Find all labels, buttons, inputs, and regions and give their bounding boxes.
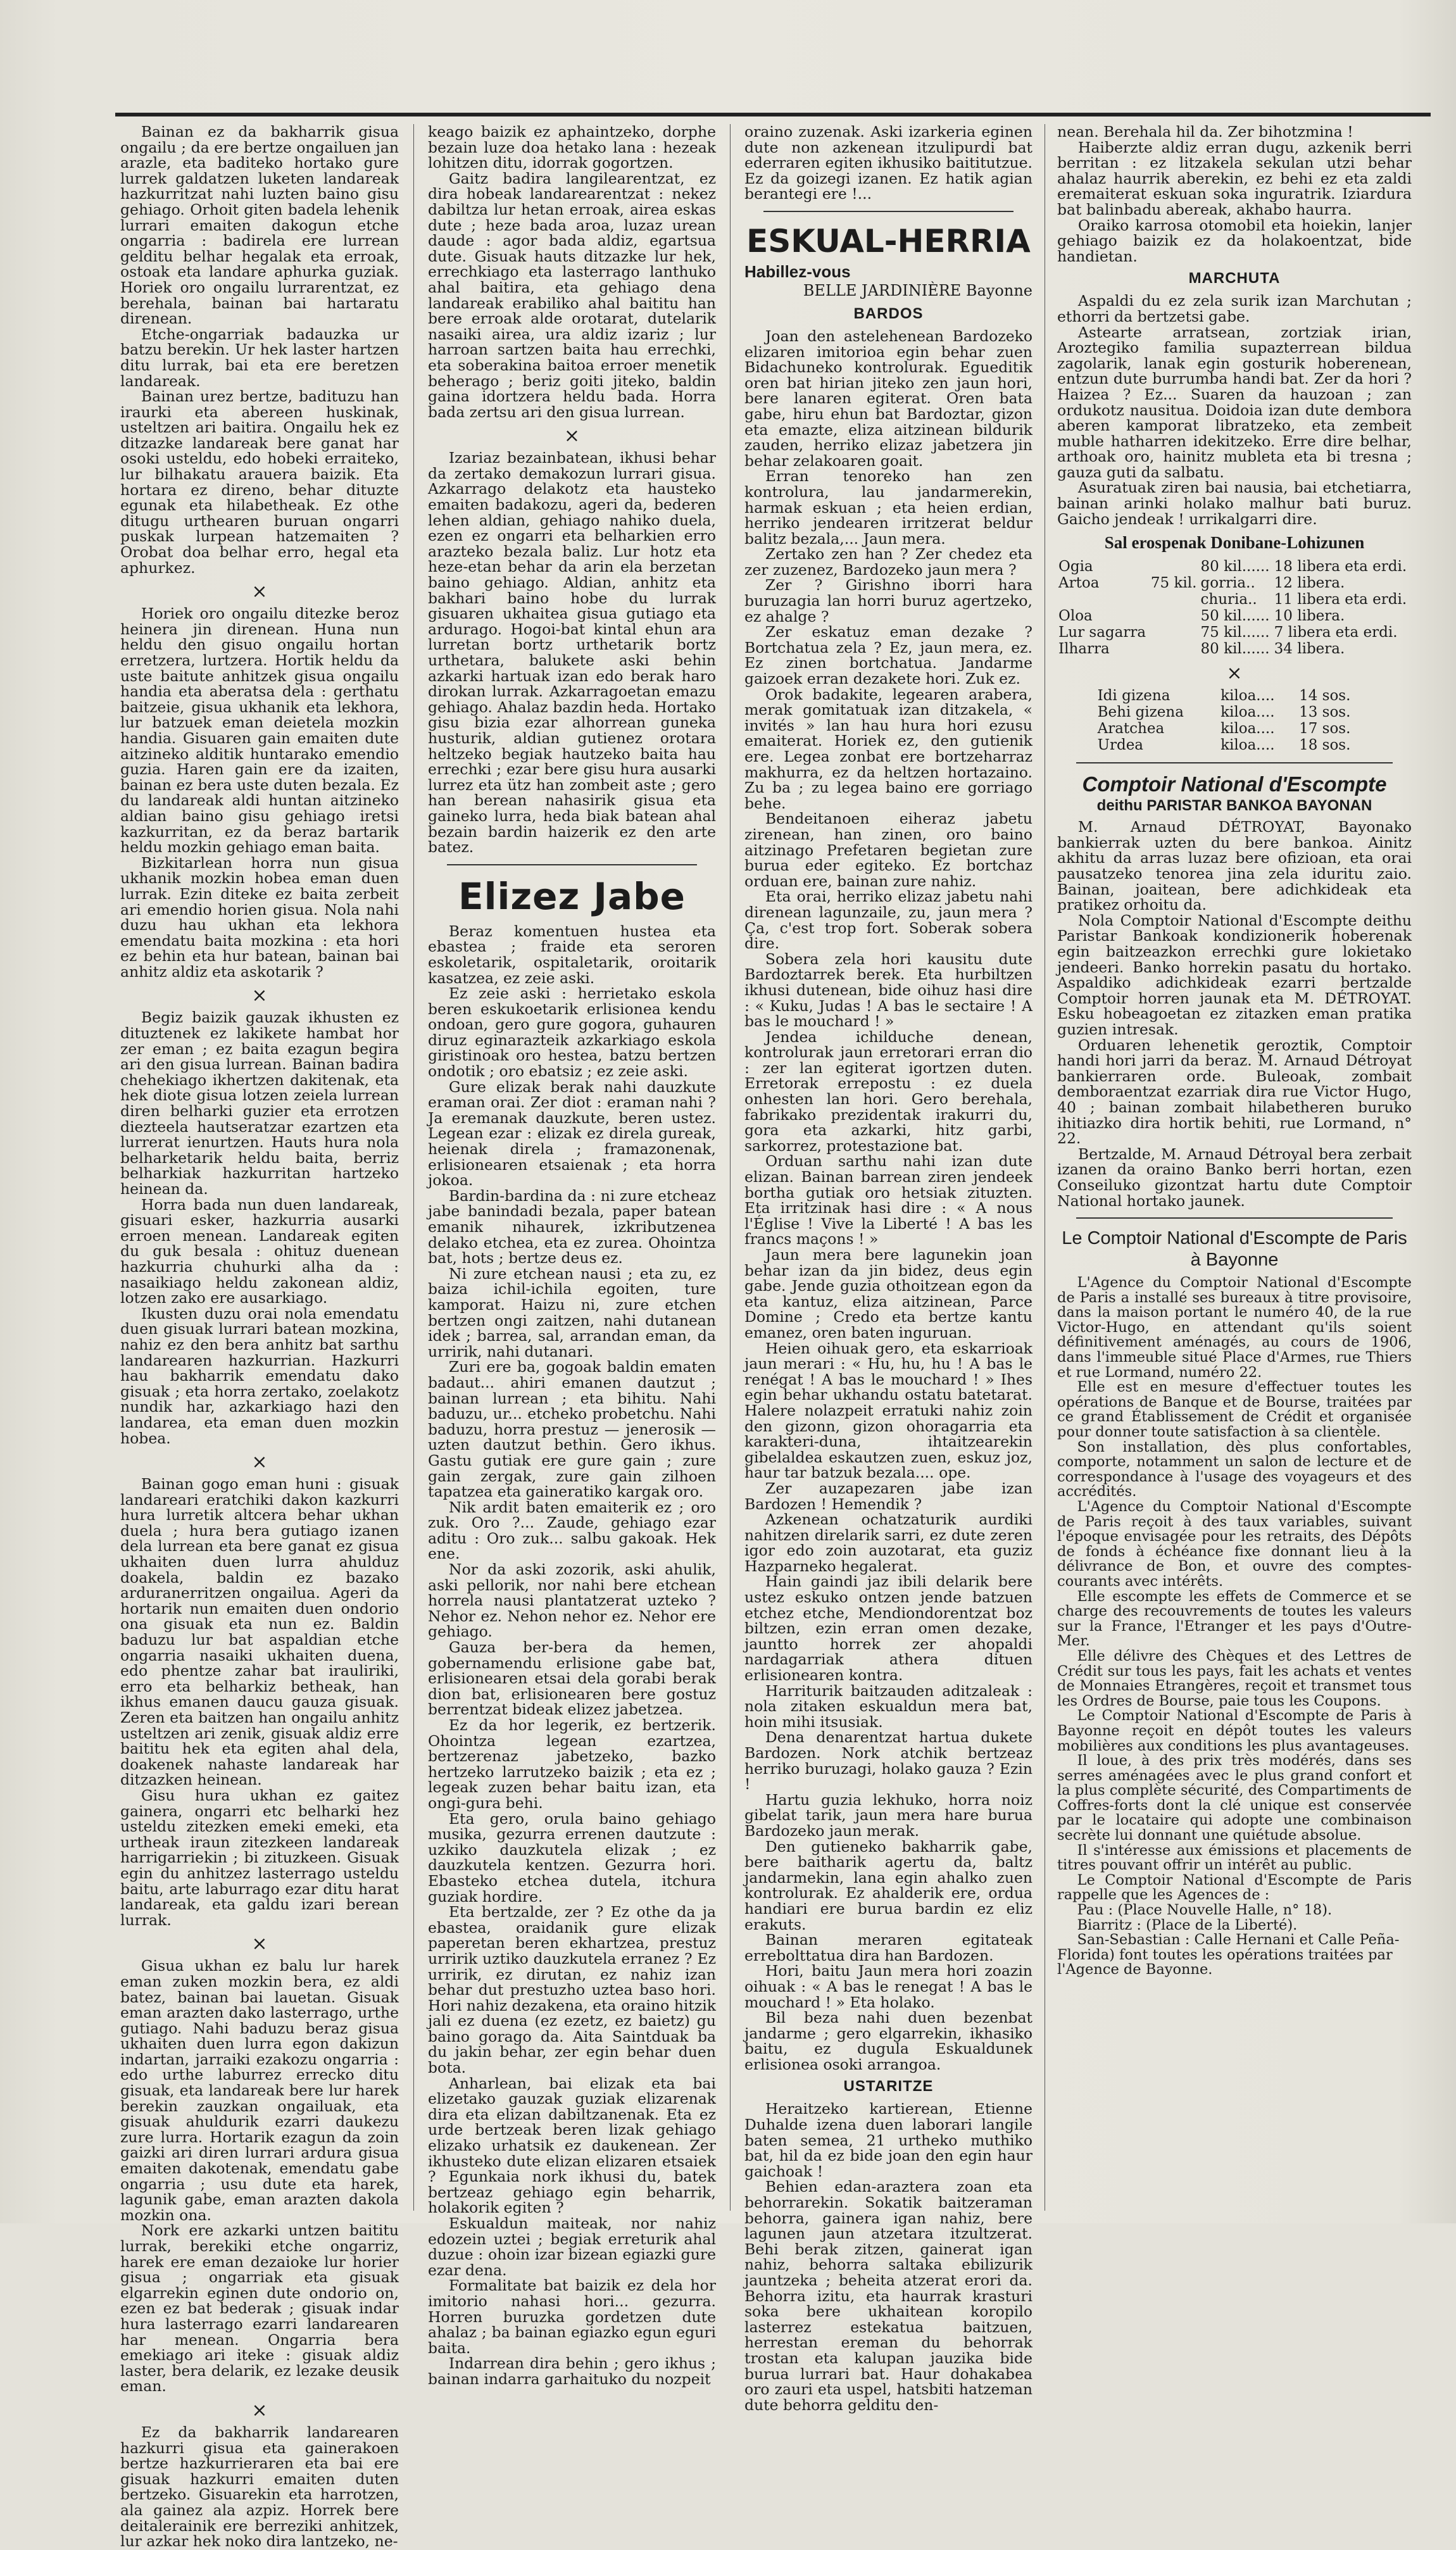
market-prices-table xyxy=(1057,558,1412,657)
paragraph: Horiek oro ongailu ditezke beroz heinera jin direnean. Huna nun heldu den gisuo ongailu hortan erretzera, lurtzera. Hortik heldu da uste baitute anhitzek gisua ongailu handia eta aberatsa dela : gerthatu baitzeie, gisua ukhanik eta lekhora, lur batzuek eman deietela mozkin handia. Gisuaren gain emaiten dute aitzineko alditik huntarako emendio guzia. Haren gain ere da izaiten, bainan ez bera uste duten bezala. Ez du landareak aldi huntan aitzineko aldian baino gisu gehiago iretsi kazkurritan, ez da beraz bartarik heldu mozkin gehiago eman baita. xyxy=(120,605,399,857)
paragraph: Gisu hura ukhan ez gaitez gainera, ongarri etc belharki hez usteldu zitezken emeki emeki, eta urtheak iraun zitezkeen landareak harrigarriekin ; bi zituzkeen. Gisuak egin du anhitzez lasterrago usteldu baitu, arte laburrago ezar ditu harat landareak, eta galdu izari berean lurrak. xyxy=(120,1786,399,1929)
paragraph: Son installation, dès plus confortables, comporte, notamment un salon de lecture et de correspondance à l'usage des voyageurs et des accrédités. xyxy=(1057,1438,1412,1500)
article-rule xyxy=(447,864,697,865)
paragraph: Zertako zen han ? Zer chedez eta zer zuzenez, Bardozeko jaun mera ? xyxy=(744,545,1032,579)
paragraph: Gure elizak berak nahi dauzkute eraman orai. Zer diot : eraman nahi ? Ja eremanak dauzkute, beren ustez. Legean ezar : elizak ez direla gureak, heienak direla ; framazonenak, erlisionearen etsaienak ; eta horra jokoa. xyxy=(428,1077,716,1190)
paragraph: Joan den astelehenean Bardozeko elizaren imitorioa egin behar zuen Bidachuneko kontrolurak. Egueditik oren bat hirian jiteko zen jaun hori, bere lanaren egiterat. Oren bata gabe, hiru ehun bat Bardoztar, gizon eta emazte, eliza aitzinean bildurik zauden, herriko elizaz jabetzera jin behar zelakoaren goait. xyxy=(744,327,1032,470)
paragraph: Eta bertzalde, zer ? Ez othe da ja ebastea, oraidanik gure elizak paperetan beren ekhartzea, prestuz urririk uztiko dauzkutela erranez ? Ez urririk, ez dirutan, ez nahiz izan behar dut prestuzho uztea baso hori. Hori nahiz dezakena, eta oraino hitzik jali ez duena (ez ezetz, ez baietz) gu baino gorago da. Aita Saintduak ba du jakin behar, zer egin behar duen bota. xyxy=(428,1903,716,2077)
paragraph: Elle escompte les effets de Commerce et se charge des recouvrements de toutes les valeurs sur la France, l'Etranger et les pays d'Outre-Mer. xyxy=(1057,1588,1412,1650)
article-rule xyxy=(763,211,1014,212)
paragraph: Begiz baizik gauzak ikhusten ez dituztenek ez lakikete hambat hor zer eman ; ez baita ezagun begira ari den gisua lurrean. Bainan badira chehekiago ikhertzen dakitenak, eta hek diote gisua lotzen zeiela lurrean diren belharki guzier eta errotzen diezteela hautseratzar ezartzen eta lurrerat ienurtzen. Hauts hura nola belharketarik heldu baita, berriz belharkiak hazkurritan hartzeko heinean da. xyxy=(120,1008,399,1198)
paragraph: Asuratuak ziren bai nausia, bai etchetiarra, bainan arinki holako malhur bati buruz. Gaicho jendeak ! urrikalgarri dire. xyxy=(1057,479,1412,528)
paragraph: Nor da aski zozorik, aski ahulik, aski pellorik, nor nahi bere etchean horrela nausi plantatzerat uzteko ? Nehor ez. Nehon nehor ez. Nehor ere gehiago. xyxy=(428,1561,716,1641)
section-separator: × xyxy=(563,425,581,448)
meat-prices-table xyxy=(1096,688,1373,753)
paragraph: Haiberzte aldiz erran dugu, azkenik berri berritan : ez litzakela sekulan utzi behar ahalaz haurrik aberekin, ez behi ez eta zaldi eremaiterat eskuan soka inguratrik. Iziardura bat balinbadu abereak, akhabo haurra. xyxy=(1057,138,1412,218)
market-prices-title: Sal erospenak Donibane-Lohizunen xyxy=(1104,533,1365,553)
price-row xyxy=(1096,737,1373,753)
paragraph: Den gutieneko bakharrik gabe, bere baitharik agertu da, baltz jandarmekin, lana egin ahalko zuen kontrolurak. Ez ahalderik ere, ordua handiari ere burua bardin ez eliz erakuts. xyxy=(744,1837,1032,1933)
section-separator: × xyxy=(251,1933,268,1956)
paragraph: Zuri ere ba, gogoak baldin ematen badaut... ahiri emanen dautzut ; bainan lurrean ; eta bihitu. Nahi baduzu, ur... etcheko probetchu. Nahi baduzu, horra prestuz — jenerosik — uzten dautzut bethin. Gero ikhus. Gastu gutiak ere gure gain ; zure gain zergak, zure gain zilhoen tapatzea eta gaineratiko kargak oro. xyxy=(428,1358,716,1501)
paragraph: Hori, baitu Jaun mera hori zoazin oihuak : « A bas le renegat ! A bas le mouchard ! » Eta holako. xyxy=(744,1962,1032,2011)
paragraph: Ni zure etchean nausi ; eta zu, ez baiza ichil-ichila egoiten, ture kamporat. Haizu ni, zure etchen bertzen ongi zaitzen, nahi dutanean idek ; barrea, sal, arrandan eman, da urririk, nahi dutanari. xyxy=(428,1264,716,1360)
paragraph: Eskualdun maiteak, nor nahiz edozein uztei ; begiak erreturik ahal duzue : ohoin izar bizean egiazki gure ezar dena. xyxy=(428,2214,716,2279)
price-cell-mid xyxy=(1150,624,1200,641)
price-cell-unit: kiloa.... xyxy=(1221,720,1275,738)
paragraph: Il s'intéresse aux émissions et placements de titres pouvant offrir un intérêt au public. xyxy=(1057,1842,1412,1874)
paragraph: Elle est en mesure d'effectuer toutes les opérations de Banque et de Bourse, traitées par ce grand Établissement de Crédit et organisée pour donner toute satisfaction à sa clientèle. xyxy=(1057,1379,1412,1441)
paragraph: Bainan meraren egitateak errebolttatua dira han Bardozen. xyxy=(744,1931,1032,1964)
paragraph: Nola Comptoir National d'Escompte deithu Paristar Bankoak kondizionerik hoberenak egin baitzeazkon errechki gure lokietako jendeeri. Banko horrekin pasatu du hortako. Aspaldiko adichkideak ezarri bertzalde Comptoir horren jaunak eta M. DÉTROYAT. Esku hobeagoetan ez zitazken eman pratika guzien intresak. xyxy=(1057,911,1412,1038)
paragraph: Harriturik baitzauden aditzaleak : nola zitaken eskualdun mera bat, hoin mihi itsusiak. xyxy=(744,1681,1032,1731)
paragraph: Oraiko karrosa otomobil eta hoiekin, lanjer gehiago baizik ez da holakoentzat, bide handietan. xyxy=(1057,216,1412,265)
price-cell-name: Ogia xyxy=(1058,558,1093,575)
section-headline: ESKUAL-HERRIA xyxy=(746,222,1031,260)
paragraph: Horra bada nun duen landareak, gisuari esker, hazkurria ausarki erroen menean. Landareak egiten du guk besala : ohituz duenean hazkurria chuhurki alha da : nasaikiago heldu zakonean aldiz, lotzen zako ere ausarkiago. xyxy=(120,1195,399,1307)
price-cell-name: Lur sagarra xyxy=(1058,624,1146,641)
price-cell-name: Behi gizena xyxy=(1097,704,1184,721)
paragraph: Indarrean dira behin ; gero ikhus ; bainan indarra garhaituko du nozpeit xyxy=(428,2354,716,2388)
paragraph: Aspaldi du ez zela surik izan Marchutan ; ethorri da bertzetsi gabe. xyxy=(1057,292,1412,325)
price-row xyxy=(1057,591,1412,608)
ad-tagline: Habillez-vous xyxy=(744,261,851,281)
article-rule xyxy=(1076,762,1393,763)
paragraph: keago baizik ez aphaintzeko, dorphe bezain luze doa hetako lana : hezeak lohitzen ditu, idorrak gogortzen. xyxy=(428,123,716,172)
price-row xyxy=(1057,608,1412,624)
paragraph: Jaun mera bere lagunekin joan behar izan da jin bidez, deus egin gabe. Jende guzia othoitzean egon da eta kantuz, eliza aitzinean, Parce Domine ; Credo eta bertze kantu emanez, oren baten inguruan. xyxy=(744,1246,1032,1341)
paragraph: Le Comptoir National d'Escompte de Paris rappelle que les Agences de : xyxy=(1057,1871,1412,1904)
french-notice-title: Le Comptoir National d'Escompte de Paris à Bayonne xyxy=(1062,1228,1407,1271)
price-cell-price: 12 libera. xyxy=(1274,575,1345,592)
paragraph: Orduan sarthu nahi izan dute elizan. Bainan barrean ziren jendeek bortha gutiak oro hetsiak zituzten. Eta irritzinak hasi dire : « A nous l'Église ! Vive la Liberté ! A bas les francs maçons ! » xyxy=(744,1152,1032,1248)
column-divider xyxy=(413,124,414,2211)
price-cell-name: Idi gizena xyxy=(1097,688,1170,705)
paragraph: Ez da bakharrik landarearen hazkurri gisua eta gainerakoen bertze hazkurrieraren eta bai ere gisuak hazkurri emaiten duten bertzeko. Gisuarekin eta harrotzen, ala gainez ala azpiz. Horrek bere deitalerainik ere berreziki anhitzek, lur azkar hek noko dira lantzeko, ne- xyxy=(120,2423,399,2550)
price-cell-price: 18 libera eta erdi. xyxy=(1274,558,1407,575)
price-cell-name xyxy=(1057,591,1150,608)
paragraph: Nork ere azkarki untzen baititu lurrak, berekiki etche ongarriz, harek ere eman dezaioke lur horier gisua ; ongarriak eta gisuak elgarrekin eginen dute ondorio on, ezen ez bat bederak ; gisuak indar hura lasterrago ezarri landarearen har menean. Ongarria bera emekiago ari iteke : gisuak aldiz laster, bera delarik, ez lezake deusik eman. xyxy=(120,2221,399,2396)
price-row xyxy=(1057,558,1412,575)
paragraph: Elle délivre des Chèques et des Lettres de Crédit sur tous les pays, fait les achats et ventes de Monnaies Etrangères, reçoit et transmet tous les Ordres de Bourse, paie tous les Coupons. xyxy=(1057,1647,1412,1709)
paragraph: nean. Berehala hil da. Zer bihotzmina ! xyxy=(1057,123,1353,141)
paragraph: Bertzalde, M. Arnaud Détroyal bera zerbait izanen da oraino Banko berri hortan, ezen Conseiluko gizontzat hartu dute Comptoir National hortako jaunek. xyxy=(1057,1145,1412,1210)
price-cell-mid xyxy=(1150,558,1200,575)
paragraph: Erran tenoreko han zen kontrolura, lau jandarmerekin, harmak eskuan ; eta heien erdian, herriko jendearen irritzerat beldur balitz bezala,... Jaun mera. xyxy=(744,467,1032,548)
paragraph: Azkenean ochatzaturik aurdiki nahitzen direlarik sarri, ez dute zeren igor edo zoin auzotarat, eta guziz Hazparneko hegalerat. xyxy=(744,1511,1032,1575)
column-3 xyxy=(744,123,1032,2414)
section-separator: × xyxy=(251,2399,268,2421)
paragraph: Etche-ongarriak badauzka ur batzu berekin. Ur hek laster hartzen ditu lurrak, bai eta ere beretzen landareak. xyxy=(120,325,399,390)
paragraph: Nik ardit baten emaiterik ez ; oro zuk. Oro ?... Zaude, gehiago ezar aditu : Oro zuk... salbu gakoak. Hek ene. xyxy=(428,1498,716,1563)
paragraph: Il loue, à des prix très modérés, dans ses serres aménagées avec le plus grand confort et la plus complète sécurité, des Compartiments de Coffres-forts dont la clé unique est conservée par le locataire qui adopte une combinaison secrète lui donnant une quiétude absolue. xyxy=(1057,1752,1412,1844)
ad-subheadline: deithu PARISTAR BANKOA BAYONAN xyxy=(1096,797,1372,815)
paragraph: Jendea ichilduche denean, kontrolurak jaun erretorari erran dio : zer lan egiterat igortzen duten. Erretorak errepostu : ez duela onhesten lan hori. Gero berehala, fabrikako prezidentak irakurri du, gora eta azkarki, hitz garbi, sarkorrez, protestazione bat. xyxy=(744,1027,1032,1155)
section-separator: × xyxy=(1226,662,1243,685)
paragraph: Hain gaindi jaz ibili delarik bere ustez eskuko ontzen jende batzuen etchez etche, Mendiondorentzat boz biltzen, ezin erran omen dezake, jauntto horrek zer ahopaldi nardagarriak athera dituen erlisionearen kontra. xyxy=(744,1573,1032,1685)
paragraph: Zer auzapezaren jabe izan Bardozen ! Hemendik ? xyxy=(744,1479,1032,1513)
paragraph: Hartu guzia lekhuko, horra noiz gibelat tarik, jaun mera hare burua Bardozeko jaun merak. xyxy=(744,1790,1032,1840)
paragraph: Anharlean, bai elizak eta bai elizetako gauzak guziak elizarenak dira eta elizan dabiltzanenak. Eta ez urde bertzeak beren lizak gehiago elizako urhatsik ez daukenean. Zer ikhusteko dute elizan elizaren etsaiek ? Egunkaia nork ikhusi du, batek bertzeaz gehiago egin beharrik, holakorik egiten ? xyxy=(428,2074,716,2217)
price-row xyxy=(1057,641,1412,657)
column-divider xyxy=(730,124,731,2211)
price-cell-price: 11 libera eta erdi. xyxy=(1274,591,1407,608)
paragraph: Zer ? Girishno iborri hara buruzagia lan horri buruz agertzeko, ez ahalge ? xyxy=(744,576,1032,625)
paragraph: Sobera zela hori kausitu dute Bardoztarrek berek. Eta hurbiltzen ikhusi dutenean, bide oihuz hasi dire : « Kuku, Judas ! A bas le sectaire ! A bas le mouchard ! » xyxy=(744,950,1032,1031)
price-cell-price: 17 sos. xyxy=(1299,720,1351,738)
paragraph: Izariaz bezainbatean, ikhusi behar da zertako demakozun lurrari gisua. Azkarrago delakotz eta hausteko emaiten badakozu, ageri da, bederen lehen aldian, gehiago nahiko duela, ezen ez ongarri eta belharkien erro arazteko bezala baliz. Lur hotz eta heze-etan behar da arin ela berzetan baino gehiago. Aldian, anhitz eta bakhari baino hobe du lurrak gisuaren ukhaitea gisua gutiago eta ardurago. Hogoi-bat kintal ehun ara lurretan bortz urthetarik bortz urthetara, balukete aski behin azkarki hartuak izan edo berak haro dirokan lurrak. Azkarragoetan emazu gehiago. Ahalaz bazdin heda. Hortako gisu bizia ezar alhorrean guneka husturik, aldian gutienez orotara heltzeko begiak hautzeko baita hau errechki ; ezar bere gisu hura ausarki lurrez eta ütz han zombeit aste ; gero han berean nahasirik gisua eta gaineko lurra, heda biak batean ahal bezain bardin haizerik ez den arte batez. xyxy=(428,449,716,857)
price-cell-qty: 80 kil...... xyxy=(1200,558,1270,575)
town-heading: BARDOS xyxy=(853,305,924,322)
price-cell-price: 34 libera. xyxy=(1274,641,1345,658)
paragraph: Ikusten duzu orai nola emendatu duen gisuak lurrari batean mozkina, nahiz ez den bera anhitz bat sarthu landarearen hazkurrian. Hazkurri hau bakharrik emendatu dako gisuak ; eta horra zertako, zoelakotz nundik har, azkarkiago hazi den landarea, eta eman duen mozkin hobea. xyxy=(120,1304,399,1447)
price-row xyxy=(1057,624,1412,641)
paragraph: Gauza ber-bera da hemen, gobernamendu erlisione gabe bat, erlisionearen etsai dela gorabi berak dion bat, erlisionearen bere gostuz berrentzat bideak elizez jabetzea. xyxy=(428,1638,716,1719)
agency-address: Pau : (Place Nouvelle Halle, n° 18). xyxy=(1077,1902,1333,1919)
article-rule xyxy=(1076,1217,1393,1219)
price-cell-price: 14 sos. xyxy=(1299,688,1351,705)
price-cell-qty: 80 kil...... xyxy=(1200,641,1270,658)
paragraph: Beraz komentuen hustea eta ebastea ; fraide eta seroren eskoletarik, ospitaletarik, oroitarik kasatzea, ez zeie aski. xyxy=(428,922,716,987)
price-cell-qty: churia.. xyxy=(1200,591,1257,608)
paragraph: Heraitzeko kartierean, Etienne Duhalde izena duen laborari langile baten semea, 21 urtheko muthiko bat, hil da ez bide joan den egin haur gaichoak ! xyxy=(744,2100,1032,2180)
agency-address: San-Sebastian : Calle Hernani et Calle Peña-Florida) font toutes les opérations traitées par l'Agence de Bayonne. xyxy=(1057,1931,1400,1978)
paragraph: Bizkitarlean horra nun gisua ukhanik mozkin hobea eman duen lurrak. Ezin diteke ez baita zerbeit ari emendio horien gisua. Nola nahi duzu hau ukhan eta lekhora emendatu baita mozkina : eta hori ez behin eta hur batean, bainan bai anhitz aldiz eta askotarik ? xyxy=(120,853,399,981)
price-cell-price: 10 libera. xyxy=(1274,608,1345,625)
paragraph: Astearte arratsean, zortziak irian, Aroztegiko familia supazterrean bildua zagolarik, lanak egin gosturik hoberenean, entzun dute burrumba handi bat. Zer da hori ? Haizea ? Ez... Suaren da hauzoan ; zan ordukotz nausitua. Doidoia izan dute dembora aberen kamporat libratzeko, eta zembeit muble hatharren idekitzeko. Erre dire belhar, arthoak oro, hainitz mubleta eta bi tresna ; gauza guti da salbatu. xyxy=(1057,323,1412,481)
paragraph: Bardin-bardina da : ni zure etcheaz jabe banindadi bezala, paper batean emanik nihaurek, izkributzenea delako etchea, eta ez zurea. Ohointza bat, hots ; bertze deus ez. xyxy=(428,1186,716,1267)
price-cell-qty: 75 kil...... xyxy=(1200,624,1270,641)
paragraph: Orok badakite, legearen arabera, merak gomitatuak izan ditzakela, « invités » lan hau hura hori ezusu emaiterat. Horiek ez, den gutienik ere. Legea zonbat ere bortzeharraz makhurra, ez da heltzen hortazaino. Zu ba ; zu legea baino ere gorriago behe. xyxy=(744,685,1032,812)
price-row xyxy=(1096,688,1373,704)
paragraph: Behien edan-araztera zoan eta behorrarekin. Sokatik baitzeraman behorra, gainera igan nahiz, bere lagunen jaun atzetara itzultzerat. Behi berak zitzen, gainerat igan nahiz, behorra saltaka ebilizurik jauntzeka ; beheita atzerat erori da. Behorra izitu, eta haurrak krasturi soka bere ukhaitean koropilo lasterrez estekatua baitzuen, herrestan ereman du behorrak trostan eta kalupan jauzika bide burua lurrari bat. Haur dohakabea oro zauri eta uspel, hatsbiti hatzeman dute behorra gelditu den- xyxy=(744,2178,1032,2414)
price-row xyxy=(1057,575,1412,591)
french-notice xyxy=(1057,1276,1412,1978)
column-4 xyxy=(1057,124,1412,2211)
paragraph: Dena denarentzat hartua dukete Bardozen. Nork atchik bertzeaz herriko buruzagi, holako gauza ? Ezin ! xyxy=(744,1728,1032,1793)
price-cell-price: 13 sos. xyxy=(1299,704,1351,721)
article-headline: Elizez Jabe xyxy=(458,874,686,918)
paragraph: Eta orai, herriko elizaz jabetu nahi direnean lagunzaile, zu, jaun mera ? Ça, c'est trop fort. Soberak sobera dire. xyxy=(744,888,1032,953)
section-separator: × xyxy=(251,581,268,603)
price-cell-qty: gorria.. xyxy=(1200,575,1255,592)
price-cell-name: Ilharra xyxy=(1058,641,1110,658)
paragraph: Bainan gogo eman huni : gisuak landareari eratchiki dakon kazkurri hura lurretik altcera behar ukhan duela ; hura bera gutiago izanen dela lurrean eta bere ganat ez gisua ukhaiten duen lurra ahulduz doakela, baldin ez bazako arduranerritzen ongailua. Ageri da hortarik nun emaiten duen ondorio ona gisuak eta nun ez. Baldin baduzu lur bat aspaldian etche ongarria nasaiki ukhaiten duena, edo phentze zahar bat irauliriki, erro eta belharkiz betheak, han ikhus emanen daucu gauza gisuak. Zeren eta baitzen han ongailu anhitz usteltzen ari zenik, gisuak aldiz erre baititu hek eta egiten ahal dela, doakenek nahaste landareak har ditzazken heinean. xyxy=(120,1475,399,1789)
paragraph: L'Agence du Comptoir National d'Escompte de Paris reçoit à des taux variables, suivant l'époque envisagée pour les retraits, des Dépôts de fonds à échéance fixe donnant lieu à la délivrance de Bon, et ouvre des comptes-courants avec intérêts. xyxy=(1057,1498,1412,1590)
section-separator: × xyxy=(251,984,268,1007)
section-separator: × xyxy=(251,1451,268,1474)
price-cell-price: 7 libera eta erdi. xyxy=(1274,624,1398,641)
paragraph: Bainan urez bertze, badituzu han iraurki eta abereen huskinak, usteltzen ari baitira. Ongailu hek ez ditzazke landareak bere ganat har osoki usteldu, edo hobeki erraiteko, lur bilhakatu arauera baizik. Eta hortara ez direno, behar dituzte egunak eta hilabetheak. Ez othe ditugu urthearen buruan ongarri puskak lurpean hatzemaiten ? Orobat doa belhar erro, hegal eta aphurkez. xyxy=(120,387,399,577)
column-2 xyxy=(428,123,716,2388)
town-heading: USTARITZE xyxy=(843,2078,934,2095)
paragraph: Formalitate bat baizik ez dela hor imitorio nahasi hori... gezurra. Horren buruzka gordetzen dute ahalaz ; ba bainan egiazko egun eguri baita. xyxy=(428,2277,716,2357)
paragraph: Zer eskatuz eman dezake ? Bortchatua zela ? Ez, jaun mera, ez. Ez zinen bortchatua. Jandarme gaizoek erran dezakete hori. Zuk ez. xyxy=(744,623,1032,688)
paragraph: L'Agence du Comptoir National d'Escompte de Paris a installé ses bureaux à titre provisoire, dans la maison portant le numéro 40, de la rue Victor-Hugo, en attendant qu'ils soient définitivement aménagés, au cours de 1906, dans l'immeuble situé Place d'Armes, rue Thiers et rue Lormand, numéro 22. xyxy=(1057,1274,1412,1381)
column-1 xyxy=(120,123,399,2550)
paragraph: Orduaren lehenetik geroztik, Comptoir handi hori jarri da beraz. M. Arnaud Détroyat bankierraren orde. Buleoak, zombait demboraentzat ezarriak dira rue Victor Hugo, 40 ; bainan zombait hilabetheren buruko ihitiazko dira hortik behiti, rue Lormand, n° 22. xyxy=(1057,1036,1412,1148)
price-cell-name: Artoa xyxy=(1058,575,1100,592)
ad-store: BELLE JARDINIÈRE Bayonne xyxy=(803,281,1032,299)
top-rule xyxy=(115,113,1431,116)
paragraph: M. Arnaud DÉTROYAT, Bayonako bankierrak uzten du bere bankoa. Ainitz akhitu da arras luzaz bere ofizioan, eta orai pausatzeko tenorea jina zela iduritu zaio. Bainan, joaitean, bere adichkideak eta pratikez orhoitu da. xyxy=(1057,818,1412,914)
ad-headline: Comptoir National d'Escompte xyxy=(1082,772,1387,796)
price-cell-name: Oloa xyxy=(1058,608,1093,625)
price-row xyxy=(1096,704,1373,720)
price-row xyxy=(1096,720,1373,737)
price-cell-price: 18 sos. xyxy=(1299,737,1351,754)
paragraph: Ez zeie aski : herrietako eskola beren eskukoetarik erlisionea kendu ondoan, gero gure gogora, guhauren diruz eginarazteik azkarkiago eskola giristinoak oro hestea, batzu bertzen ondotik ; oro ebatsiz ; ez zeie aski. xyxy=(428,984,716,1081)
town-heading: MARCHUTA xyxy=(1188,270,1281,287)
paragraph: Le Comptoir National d'Escompte de Paris à Bayonne reçoit en dépôt toutes les valeurs mobilières aux conditions les plus avantageuses. xyxy=(1057,1707,1412,1754)
price-cell-mid xyxy=(1150,641,1200,657)
paragraph: Gisua ukhan ez balu lur harek eman zuken mozkin bera, ez aldi batez, bainan bai lauetan. Gisuak eman arazten dako lasterrago, urthe gutiago. Nahi baduzu beraz gisua ukhaiten duen lurra egon dakizun indartan, jarraiki ezakozu ongarria : edo urthe laburrez errecko ditu gisuak, eta landareak bere lur harek berekin zauzkan ongailuak, eta gisuak ahuldurik ezarri daukezu zure lurra. Hortarik ezagun da zoin gaizki ari diren lurrari ardura gisua emaiten dakotenak, emendatu gabe ongarria ; usu dute eta harek, lagunik gabe, eman arazten dakola mozkin ona. xyxy=(120,1957,399,2224)
price-cell-name: Urdea xyxy=(1097,737,1144,754)
paragraph: Eta gero, orula baino gehiago musika, gezurra errenen dautzute : uzkiko dauzkutela elizak ; ez dauzkutela kentzen. Gezurra hori. Ebasteko etchea dutela, itchura guziak hordire. xyxy=(428,1809,716,1906)
paragraph: Bil beza nahi duen bezenbat jandarme ; gero elgarrekin, ikhasiko baitu, ez dugula Eskualdunek erlisionea osoki arrangoa. xyxy=(744,2009,1032,2073)
paragraph: Bendeitanoen eiheraz jabetu zirenean, han zinen, oro baino aitzinago Prefetaren begietan zure burua eder egiteko. Ez bortchaz orduan ere, bainan zure nahiz. xyxy=(744,810,1032,890)
paragraph: Gaitz badira langilearentzat, ez dira hobeak landarearentzat : nekez dabiltza lur hetan erroak, airea eskas dute ; heze bada aroa, luzaz urean daude : agor bada aldiz, egartsua dute. Gisuak hauts ditzazke lur hek, errechkiago eta lasterrago lanthuko ahal baitira, eta gehiago dena landareak erabiliko ahal baititu han bere erroak alde orotarat, dutelarik nasaiki airea, ura aldiz izariz ; lur harroan sartzen baita hau errechki, eta soberakina baitoa erroer menetik beherago ; beriz goiti jiteko, baldin gaina idortzera heldu bada. Horra bada zertsu ari den gisua lurrean. xyxy=(428,169,716,421)
agency-address: Biarritz : (Place de la Liberté). xyxy=(1077,1916,1298,1933)
price-cell-unit: kiloa.... xyxy=(1221,688,1275,705)
price-cell-mid xyxy=(1150,591,1200,608)
price-cell-name: Aratchea xyxy=(1097,720,1165,738)
paragraph: Heien oihuak gero, eta eskarrioak jaun merari : « Hu, hu, hu ! A bas le renégat ! A bas le mouchard ! » Ihes egin behar ukhandu ostatu batetarat. Halere nolazpeit erratuki nahiz zoin den gizonn, gizon ohoragarria eta karakteri-duna, ihtaitzearekin gibelaldea eskautzen zuen, eskuz joz, haur tar batzuk bezala.... ope. xyxy=(744,1339,1032,1482)
price-cell-unit: kiloa.... xyxy=(1221,737,1275,754)
price-cell-mid: 75 kil. xyxy=(1150,575,1197,592)
price-cell-qty: 50 kil...... xyxy=(1200,608,1270,625)
paragraph: Bainan ez da bakharrik gisua ongailu ; da ere bertze ongailuen jan arazle, eta baditeko hortako gure lurrek galdatzen luketen landareak hazkurritzat nahi luzten baino gisu gehiago. Orhoit giten badela lehenik lurrari emaiten dakogun etche ongarria : badirela ere lurrean gelditu belhar hegalak eta erroak, ostoak eta landare aphurka guziak. Horiek oro ongailu lurrarentzat, ez berehala, bainan bai hartaratu direnean. xyxy=(120,123,399,328)
paragraph: oraino zuzenak. Aski izarkeria eginen dute non azkenean itzulipurdi bat ederraren egiten ikhusiko baititutzue. Ez da goizegi izanen. Ez hatik agian berantegi ere !... xyxy=(744,123,1032,203)
price-cell-unit: kiloa.... xyxy=(1221,704,1275,721)
paragraph: Ez da hor legerik, ez bertzerik. Ohointza legean ezartzea, bertzerenaz jabetzeko, bazko hertzeko larrutzeko baizik ; eta ez ; legeak zuzen behar baitu izan, eta ongi-gura behi. xyxy=(428,1716,716,1812)
price-cell-mid xyxy=(1150,608,1200,624)
